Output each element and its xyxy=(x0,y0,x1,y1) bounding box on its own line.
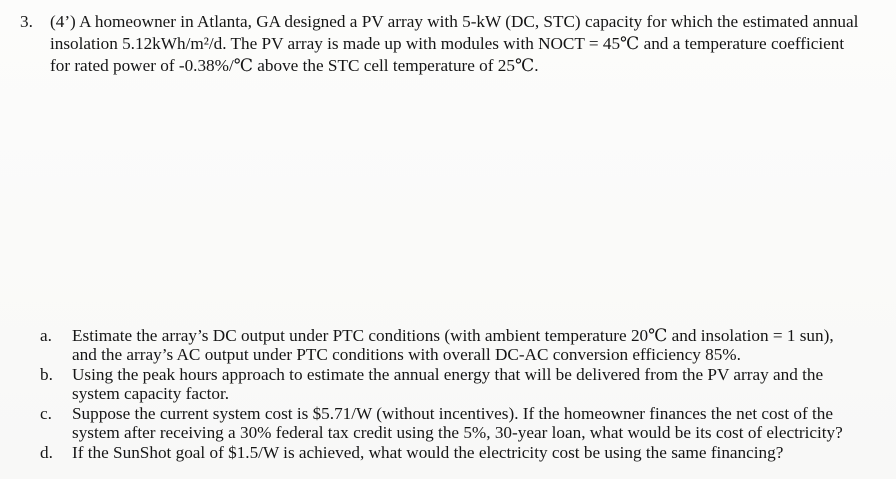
subquestion-line: and the array’s AC output under PTC conditions with overall DC-AC conversion efficiency 85%. xyxy=(72,345,741,364)
question-block xyxy=(20,11,870,77)
subquestion-a xyxy=(40,326,880,364)
question-text xyxy=(50,11,870,77)
subquestion-line: system after receiving a 30% federal tax credit using the 5%, 30-year loan, what would be its cost of electricity? xyxy=(72,423,843,442)
subquestion-text xyxy=(72,404,880,442)
subquestion-d xyxy=(40,443,880,462)
subquestion-text xyxy=(72,443,880,462)
subquestion-b xyxy=(40,365,880,403)
subquestion-list xyxy=(40,326,880,463)
subquestion-line: Using the peak hours approach to estimate the annual energy that will be delivered from the PV array and the xyxy=(72,365,824,384)
subquestion-line: If the SunShot goal of $1.5/W is achieved, what would the electricity cost be using the same financing? xyxy=(72,443,784,462)
subquestion-letter: a. xyxy=(40,326,52,345)
subquestion-letter: c. xyxy=(40,404,52,423)
subquestion-letter: b. xyxy=(40,365,53,384)
subquestion-c xyxy=(40,404,880,442)
question-line: (4’) A homeowner in Atlanta, GA designed a PV array with 5-kW (DC, STC) capacity for which the estimated annual xyxy=(50,12,859,31)
question-line: insolation 5.12kWh/m²/d. The PV array is made up with modules with NOCT = 45℃ and a temperature coefficient xyxy=(50,34,845,53)
subquestion-text xyxy=(72,365,880,403)
subquestion-letter: d. xyxy=(40,443,53,462)
question-line: for rated power of -0.38%/℃ above the STC cell temperature of 25℃. xyxy=(50,56,539,75)
subquestion-text xyxy=(72,326,880,364)
subquestion-line: Suppose the current system cost is $5.71/W (without incentives). If the homeowner finances the net cost of the xyxy=(72,404,833,423)
subquestion-line: system capacity factor. xyxy=(72,384,230,403)
subquestion-line: Estimate the array’s DC output under PTC conditions (with ambient temperature 20℃ and insolation = 1 sun), xyxy=(72,326,834,345)
question-number: 3. xyxy=(20,12,33,31)
